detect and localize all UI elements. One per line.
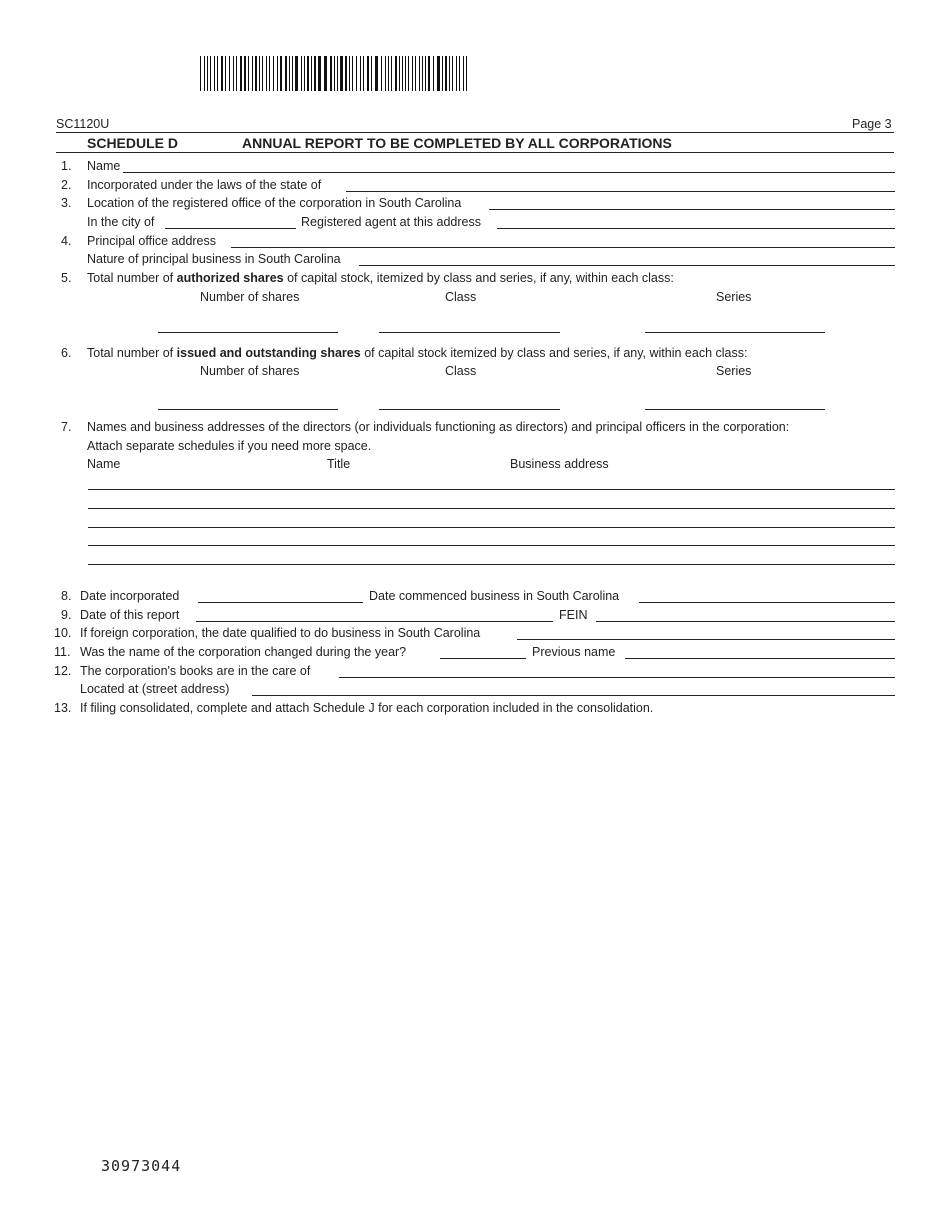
schedule-label: SCHEDULE D: [87, 135, 179, 151]
document-number: 30973044: [101, 1157, 182, 1175]
item-11-number: 11.: [54, 645, 71, 659]
item-5-number: 5.: [61, 271, 72, 285]
col-title: Title: [327, 457, 351, 471]
fein-label: FEIN: [559, 608, 588, 622]
item-4-label: Principal office address: [87, 234, 217, 248]
date-incorporated-field[interactable]: [198, 588, 363, 603]
item-1-label: Name: [87, 159, 121, 173]
director-row-4[interactable]: [88, 531, 895, 546]
item-12-label: The corporation's books are in the care of: [80, 664, 311, 678]
page-title: ANNUAL REPORT TO BE COMPLETED BY ALL CORPORATIONS: [242, 135, 672, 151]
col-business-address: Business address: [510, 457, 609, 471]
previous-name-label: Previous name: [532, 645, 616, 659]
item-3-number: 3.: [61, 196, 72, 210]
item-10-number: 10.: [54, 626, 72, 640]
city-field[interactable]: [165, 214, 296, 229]
authorized-class-field[interactable]: [379, 318, 560, 333]
barcode-image: [200, 56, 470, 91]
principal-office-field[interactable]: [231, 233, 895, 248]
col-series: Series: [716, 364, 752, 378]
item-4-number: 4.: [61, 234, 72, 248]
authorized-shares-field[interactable]: [158, 318, 338, 333]
previous-name-field[interactable]: [625, 644, 895, 659]
col-series: Series: [716, 290, 752, 304]
item-6-label: Total number of issued and outstanding shares of capital stock itemized by class and series, if any, within each class:: [87, 346, 748, 360]
item-11-label: Was the name of the corporation changed during the year?: [80, 645, 407, 659]
books-location-field[interactable]: [252, 681, 895, 696]
header-rule: [56, 152, 894, 153]
item-7-note: Attach separate schedules if you need more space.: [87, 439, 372, 453]
name-changed-field[interactable]: [440, 644, 526, 659]
item-9-number: 9.: [61, 608, 72, 622]
item-2-label: Incorporated under the laws of the state of: [87, 178, 322, 192]
col-class: Class: [445, 290, 477, 304]
issued-shares-field[interactable]: [158, 395, 338, 410]
located-at-label: Located at (street address): [80, 682, 230, 696]
col-number-of-shares: Number of shares: [200, 364, 300, 378]
director-row-5[interactable]: [88, 550, 895, 565]
col-class: Class: [445, 364, 477, 378]
director-row-3[interactable]: [88, 513, 895, 528]
form-id: SC1120U: [56, 117, 110, 131]
item-3-label: Location of the registered office of the corporation in South Carolina: [87, 196, 462, 210]
nature-of-business-field[interactable]: [359, 251, 895, 266]
date-commenced-label: Date commenced business in South Carolina: [369, 589, 620, 603]
page-number: Page 3: [852, 117, 892, 131]
item-7-number: 7.: [61, 420, 72, 434]
item-5-label: Total number of authorized shares of capital stock, itemized by class and series, if any, within each class:: [87, 271, 674, 285]
director-row-2[interactable]: [88, 494, 895, 509]
nature-of-business-label: Nature of principal business in South Carolina: [87, 252, 341, 266]
issued-series-field[interactable]: [645, 395, 825, 410]
item-12-number: 12.: [54, 664, 72, 678]
date-qualified-field[interactable]: [517, 625, 895, 640]
city-label: In the city of: [87, 215, 155, 229]
item-10-label: If foreign corporation, the date qualified to do business in South Carolina: [80, 626, 481, 640]
fein-field[interactable]: [596, 607, 895, 622]
registered-agent-field[interactable]: [497, 214, 895, 229]
item-13-number: 13.: [54, 701, 72, 715]
registered-agent-label: Registered agent at this address: [301, 215, 481, 229]
issued-class-field[interactable]: [379, 395, 560, 410]
item-6-number: 6.: [61, 346, 72, 360]
state-of-incorporation-field[interactable]: [346, 177, 895, 192]
authorized-series-field[interactable]: [645, 318, 825, 333]
header-rule-top: [56, 132, 894, 133]
books-care-of-field[interactable]: [339, 663, 895, 678]
item-7-label: Names and business addresses of the directors (or individuals functioning as directors) and principal officers in the corporation:: [87, 420, 790, 434]
registered-office-field[interactable]: [489, 195, 895, 210]
item-9-label: Date of this report: [80, 608, 180, 622]
col-number-of-shares: Number of shares: [200, 290, 300, 304]
item-8-number: 8.: [61, 589, 72, 603]
date-commenced-field[interactable]: [639, 588, 895, 603]
name-field[interactable]: [123, 158, 895, 173]
item-13-label: If filing consolidated, complete and attach Schedule J for each corporation included in the consolidation.: [80, 701, 654, 715]
item-1-number: 1.: [61, 159, 72, 173]
item-2-number: 2.: [61, 178, 72, 192]
col-name: Name: [87, 457, 121, 471]
director-row-1[interactable]: [88, 475, 895, 490]
item-8-label: Date incorporated: [80, 589, 180, 603]
report-date-field[interactable]: [196, 607, 553, 622]
